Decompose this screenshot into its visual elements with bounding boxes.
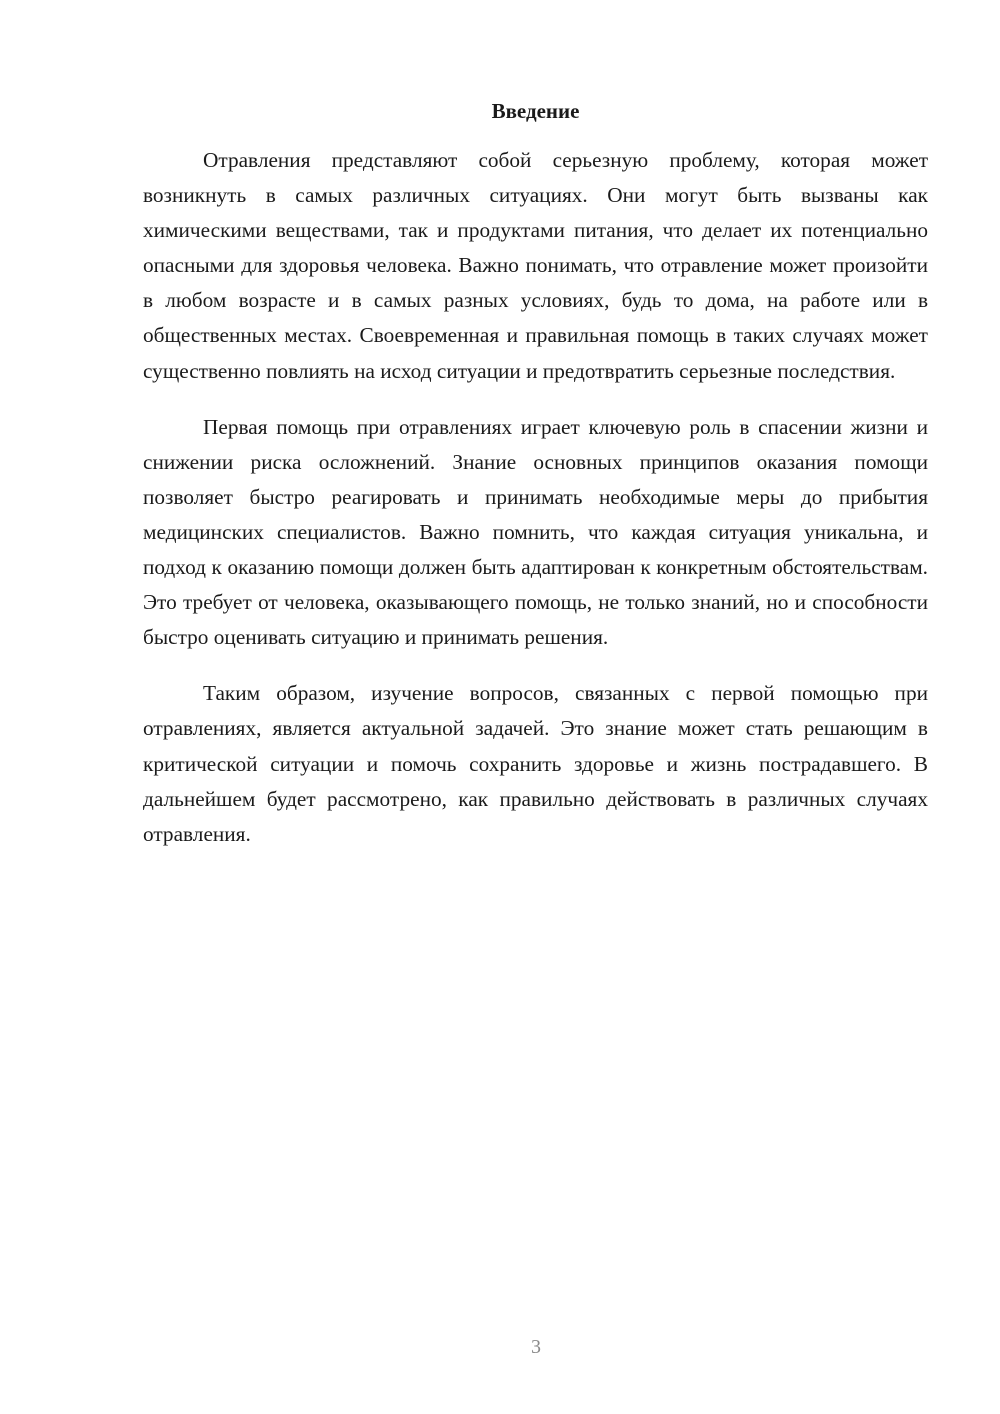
paragraph-3: Таким образом, изучение вопросов, связанных с первой помощью при отравлениях, является актуальной задачей. Это знание может стать решающим в критической ситуации и помочь сохранить здоровье и жизнь пострадавшего. В дальнейшем будет рассмотрено, как правильно действовать в различных случаях отравления. (143, 681, 928, 846)
page-number: 3 (531, 1336, 541, 1358)
paragraph-2: Первая помощь при отравлениях играет ключевую роль в спасении жизни и снижении риска осложнений. Знание основных принципов оказания помощи позволяет быстро реагировать и принимать необходимые меры до прибытия медицинских специалистов. Важно помнить, что каждая ситуация уникальна, и подход к оказанию помощи должен быть адаптирован к конкретным обстоятельствам. Это требует от человека, оказывающего помощь, не только знаний, но и способности быстро оценивать ситуацию и принимать решения. (143, 414, 928, 650)
section-heading: Введение (491, 99, 580, 123)
body-text (143, 143, 928, 852)
paragraph-1: Отравления представляют собой серьезную проблему, которая может возникнуть в самых различных ситуациях. Они могут быть вызваны как химическими веществами, так и продуктами питания, что делает их потенциально опасными для здоровья человека. Важно понимать, что отравление может произойти в любом возрасте и в самых разных условиях, будь то дома, на работе или в общественных местах. Своевременная и правильная помощь в таких случаях может существенно повлиять на исход ситуации и предотвратить серьезные последствия. (143, 148, 928, 383)
